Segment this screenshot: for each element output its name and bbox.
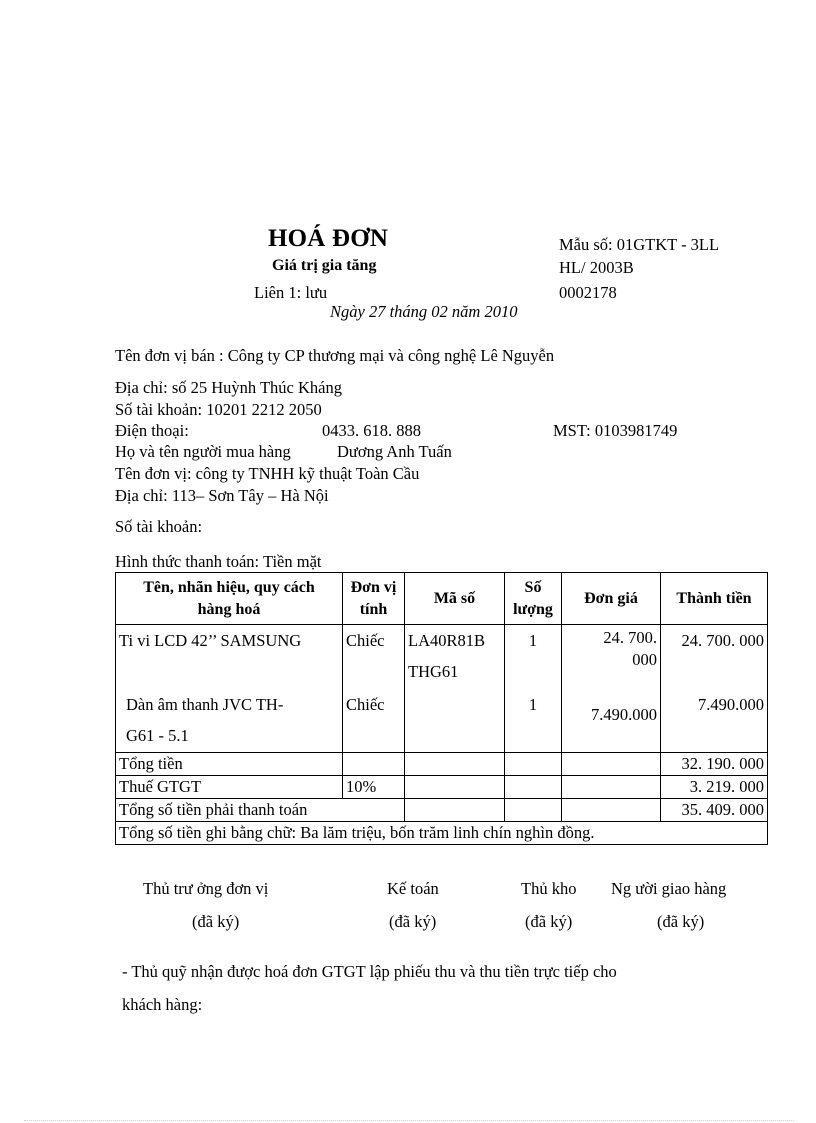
item-code-line2: THG61 (408, 662, 459, 681)
col-header-unit-line1: Đơn vị (350, 578, 397, 596)
item-amount: 7.490.000 (661, 689, 768, 753)
total-in-words: Tổng số tiền ghi bằng chữ: Ba lăm triệu, bốn trăm linh chín nghìn đồng. (116, 822, 768, 845)
item-qty: 1 (505, 625, 562, 689)
empty-cell (505, 799, 562, 822)
subtotal-label: Tổng tiền (116, 753, 343, 776)
col-header-code: Mã số (405, 573, 505, 625)
empty-cell (505, 776, 562, 799)
empty-cell (505, 753, 562, 776)
col-header-name (116, 573, 343, 625)
form-number: Mẫu số: 01GTKT - 3LL (559, 235, 720, 254)
item-price-line2: 000 (632, 650, 657, 669)
signature-accountant-note: (đã ký) (389, 912, 437, 931)
footer-note-line1: - Thủ quỹ nhận được hoá đơn GTGT lập phiếu thu và thu tiền trực tiếp cho (122, 962, 617, 981)
signature-director-note: (đã ký) (192, 912, 240, 931)
col-header-name-line1: Tên, nhãn hiệu, quy cách (143, 578, 315, 596)
empty-cell (562, 753, 661, 776)
item-code (405, 689, 505, 753)
table-row (116, 689, 768, 753)
signature-deliverer-note: (đã ký) (657, 912, 705, 931)
seller-tax-code: MST: 0103981749 (553, 421, 678, 440)
col-header-qty-line2: lượng (513, 600, 553, 618)
table-row-in-words (116, 822, 768, 845)
seller-phone-label: Điện thoại: (115, 421, 189, 440)
item-price-line2: 7.490.000 (591, 704, 657, 724)
item-amount: 24. 700. 000 (661, 625, 768, 689)
invoice-copy: Liên 1: lưu (254, 283, 328, 302)
table-header-row (116, 573, 768, 625)
signature-storekeeper-role: Thủ kho (521, 879, 577, 898)
col-header-price: Đơn giá (562, 573, 661, 625)
item-qty: 1 (505, 689, 562, 753)
col-header-name-line2: hàng hoá (197, 600, 261, 618)
item-name (116, 689, 343, 753)
table-row-total (116, 799, 768, 822)
empty-cell (405, 753, 505, 776)
item-price (562, 625, 661, 689)
col-header-qty (505, 573, 562, 625)
seller-phone: 0433. 618. 888 (322, 421, 421, 440)
buyer-address: Địa chỉ: 113– Sơn Tây – Hà Nội (115, 486, 329, 505)
table-row (116, 625, 768, 689)
seller-account: Số tài khoản: 10201 2212 2050 (115, 400, 322, 419)
payment-method: Hình thức thanh toán: Tiền mặt (115, 552, 322, 571)
invoice-series: HL/ 2003B (559, 258, 634, 277)
item-name (116, 625, 343, 689)
table-row-subtotal (116, 753, 768, 776)
item-code-line1: LA40R81B (408, 631, 486, 650)
empty-cell (343, 753, 405, 776)
total-label: Tổng số tiền phải thanh toán (116, 799, 405, 822)
col-header-unit (343, 573, 405, 625)
vat-rate: 10% (343, 776, 405, 799)
item-name-line1: Dàn âm thanh JVC TH- (126, 694, 284, 714)
item-unit: Chiếc (343, 625, 405, 689)
table-row-vat (116, 776, 768, 799)
buyer-unit: Tên đơn vị: công ty TNHH kỹ thuật Toàn Cầu (115, 464, 420, 483)
seller-name: Tên đơn vị bán : Công ty CP thương mại và công nghệ Lê Nguyễn (115, 346, 555, 365)
item-code (405, 625, 505, 689)
vat-label: Thuế GTGT (116, 776, 343, 799)
vat-value: 3. 219. 000 (661, 776, 768, 799)
buyer-account: Số tài khoản: (115, 517, 203, 536)
col-header-unit-line2: tính (359, 600, 388, 618)
footer-note-line2: khách hàng: (122, 995, 203, 1014)
item-name-line1: Ti vi LCD 42’’ SAMSUNG (119, 631, 302, 650)
col-header-amount: Thành tiền (661, 573, 768, 625)
empty-cell (562, 799, 661, 822)
invoice-table (115, 572, 768, 845)
total-value: 35. 409. 000 (661, 799, 768, 822)
seller-address: Địa chỉ: số 25 Huỳnh Thúc Kháng (115, 378, 342, 397)
item-unit: Chiếc (343, 689, 405, 753)
signature-accountant-role: Kế toán (387, 879, 439, 898)
page-bottom-divider (24, 1120, 794, 1121)
invoice-date: Ngày 27 tháng 02 năm 2010 (330, 302, 518, 321)
subtotal-value: 32. 190. 000 (661, 753, 768, 776)
buyer-name-label: Họ và tên người mua hàng (115, 442, 291, 461)
signature-deliverer-role: Ng ười giao hàng (611, 879, 727, 898)
item-price-line1: 24. 700. (603, 628, 657, 647)
buyer-name: Dương Anh Tuấn (337, 442, 452, 461)
empty-cell (405, 799, 505, 822)
empty-cell (405, 776, 505, 799)
signature-storekeeper-note: (đã ký) (525, 912, 573, 931)
invoice-subtitle: Giá trị gia tăng (272, 257, 377, 274)
item-name-line2: G61 - 5.1 (126, 725, 189, 745)
invoice-title: HOÁ ĐƠN (268, 225, 389, 252)
item-price (562, 689, 661, 753)
empty-cell (562, 776, 661, 799)
signature-director-role: Thủ trư ởng đơn vị (143, 879, 269, 898)
col-header-qty-line1: Số (524, 578, 542, 596)
invoice-number: 0002178 (559, 283, 617, 302)
